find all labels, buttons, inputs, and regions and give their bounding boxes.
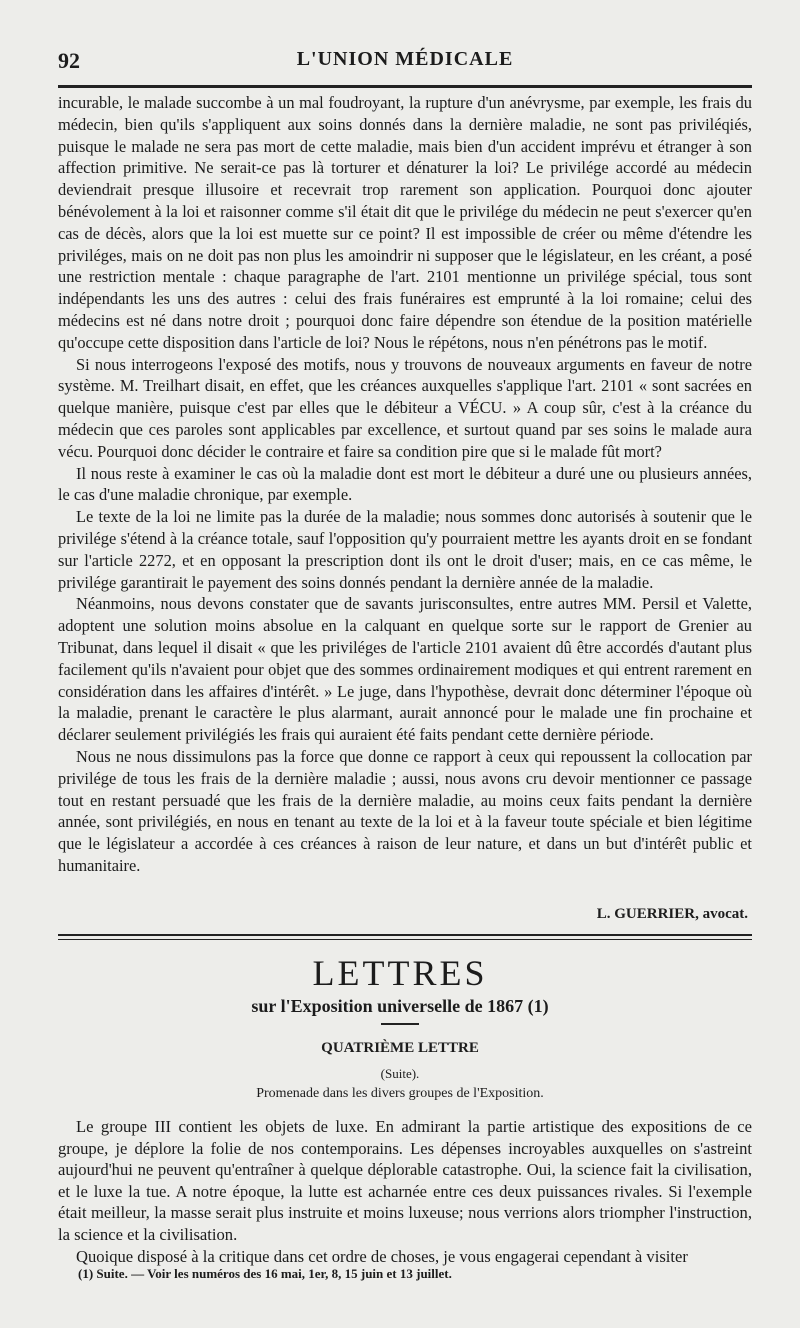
letter-number: QUATRIÈME LETTRE xyxy=(321,1040,479,1056)
page-number: 92 xyxy=(58,48,80,73)
article-paragraph: Il nous reste à examiner le cas où la maladie dont est mort le débiteur a duré une ou plusieurs années, le cas d'une maladie chronique, par exemple. xyxy=(58,463,752,505)
letter-paragraph: Le groupe III contient les objets de luxe. En admirant la partie artistique des expositions de ce groupe, je déplore la folie de nos contemporains. Les dépenses incroyables auxquelles on s'astreint aujourd'hui ne peuvent qu'entraîner à quelque déplorable catastrophe. Oui, la science fait la civilisation, et le luxe la tue. A notre époque, la lutte est acharnée entre ces deux puissances rivales. Si l'exemple était meilleur, la masse serait plus instruite et moins luxeuse; nous verrions alors triompher l'instruction, la science et la civilisation. xyxy=(58,1117,752,1244)
running-title: L'UNION MÉDICALE xyxy=(296,48,514,70)
article-paragraph: Nous ne nous dissimulons pas la force que donne ce rapport à ceux qui repoussent la collocation par privilége de tous les frais de la dernière maladie ; aussi, nous avons cru devoir mentionner ce passage tout en restant persuadé que les frais de la dernière maladie, au moins ceux faits pendant la dernière année, sont privilégiés, en nous en tenant au texte de la loi et à la faveur toute spéciale et bien légitime que le législateur a accordée à ces créances à raison de leur nature, et dans un but d'intérêt public et humanitaire. xyxy=(58,746,752,875)
promenade-heading: Promenade dans les divers groupes de l'Exposition. xyxy=(256,1086,544,1101)
author-signature: L. GUERRIER, avocat. xyxy=(596,906,748,922)
letter-paragraph: Quoique disposé à la critique dans cet ordre de choses, je vous engagerai cependant à visiter xyxy=(76,1246,688,1266)
article-paragraph: incurable, le malade succombe à un mal foudroyant, la rupture d'un anévrysme, par exemple, les frais du médecin, bien qu'ils s'appliquent aux soins donnés dans la dernière maladie, ne sont pas priviléqiés, puisque le malade ne sera pas mort de cette maladie, mais bien d'un accident imprévu et étranger à son affection primitive. Ne serait-ce pas là torturer et dénaturer la loi? Le privilége accordé au médecin deviendrait presque illusoire et recevrait trop rarement son application. Pourquoi donc ajouter bénévolement à la loi et raisonner comme s'il était dit que le privilége du médecin ne peut s'exercer qu'en cas de décès, alors que la loi est muette sur ce point? Il est impossible de créer ou même d'étendre les priviléges, mais on ne doit pas non plus les amoindrir ni supposer que le législateur, en les créant, a posé une restriction mentale : chaque paragraphe de l'art. 2101 mentionne un privilége spécial, tous sont indépendants les uns des autres : celui des frais funéraires est emprunté à la loi romaine; celui des médecins est né dans notre droit ; pourquoi donc faire dépendre son étendue de la position matérielle qu'occupe cette disposition dans l'article de loi? Nous le répétons, nous n'en pénétrons pas le motif. xyxy=(58,93,752,352)
section-divider xyxy=(58,939,752,940)
suite-label: (Suite). xyxy=(380,1066,420,1081)
subtitle-rule xyxy=(381,1023,419,1025)
letter-body xyxy=(58,1116,752,1267)
article-body xyxy=(58,92,752,877)
header-rule xyxy=(58,85,752,88)
article-paragraph: Néanmoins, nous devons constater que de savants jurisconsultes, entre autres MM. Persil et Valette, adoptent une solution moins absolue en la calquant en quelque sorte sur le rapport de Grenier au Tribunat, dans lequel il disait « que les priviléges de l'article 2101 avaient dû être accordés d'autant plus facilement qu'ils n'avaient pour objet que des sommes ordinairement modiques et qui entrent rarement en considération dans les affaires d'intérêt. » Le juge, dans l'hypothèse, devrait donc déterminer l'époque où la maladie, prenant le caractère le plus alarmant, aurait annoncé pour le malade une fin prochaine et déclarer seulement privilégiés les frais qui auraient été faits pendant cette dernière période. xyxy=(58,594,752,745)
article-paragraph: Si nous interrogeons l'exposé des motifs, nous y trouvons de nouveaux arguments en faveur de notre système. M. Treilhart disait, en effet, que les créances auxquelles s'applique l'art. 2101 « sont sacrées en quelque manière, puisque c'est par elles que le débiteur a VÉCU. » A coup sûr, c'est à la créance du médecin que ces paroles sont applicables par excellence, et surtout quand par ses soins le malade aura vécu. Pourquoi donc décider le contraire et faire sa condition pire que si le malade fût mort? xyxy=(58,354,752,461)
footnote: (1) Suite. — Voir les numéros des 16 mai, 1er, 8, 15 juin et 13 juillet. xyxy=(78,1266,452,1281)
page-header xyxy=(58,48,752,78)
section-title: LETTRES xyxy=(312,953,488,993)
section-subtitle: sur l'Exposition universelle de 1867 (1) xyxy=(251,996,549,1016)
section-divider xyxy=(58,934,752,936)
article-paragraph: Le texte de la loi ne limite pas la durée de la maladie; nous sommes donc autorisés à soutenir que le privilége s'étend à la créance totale, sauf l'opposition qu'y pourraient mettre les ayants droit en se fondant sur l'article 2272, et en opposant la prescription dont ils ont le droit d'user; mais, en ce cas même, le privilége garantirait le payement des soins donnés pendant la dernière année de la maladie. xyxy=(58,507,752,592)
